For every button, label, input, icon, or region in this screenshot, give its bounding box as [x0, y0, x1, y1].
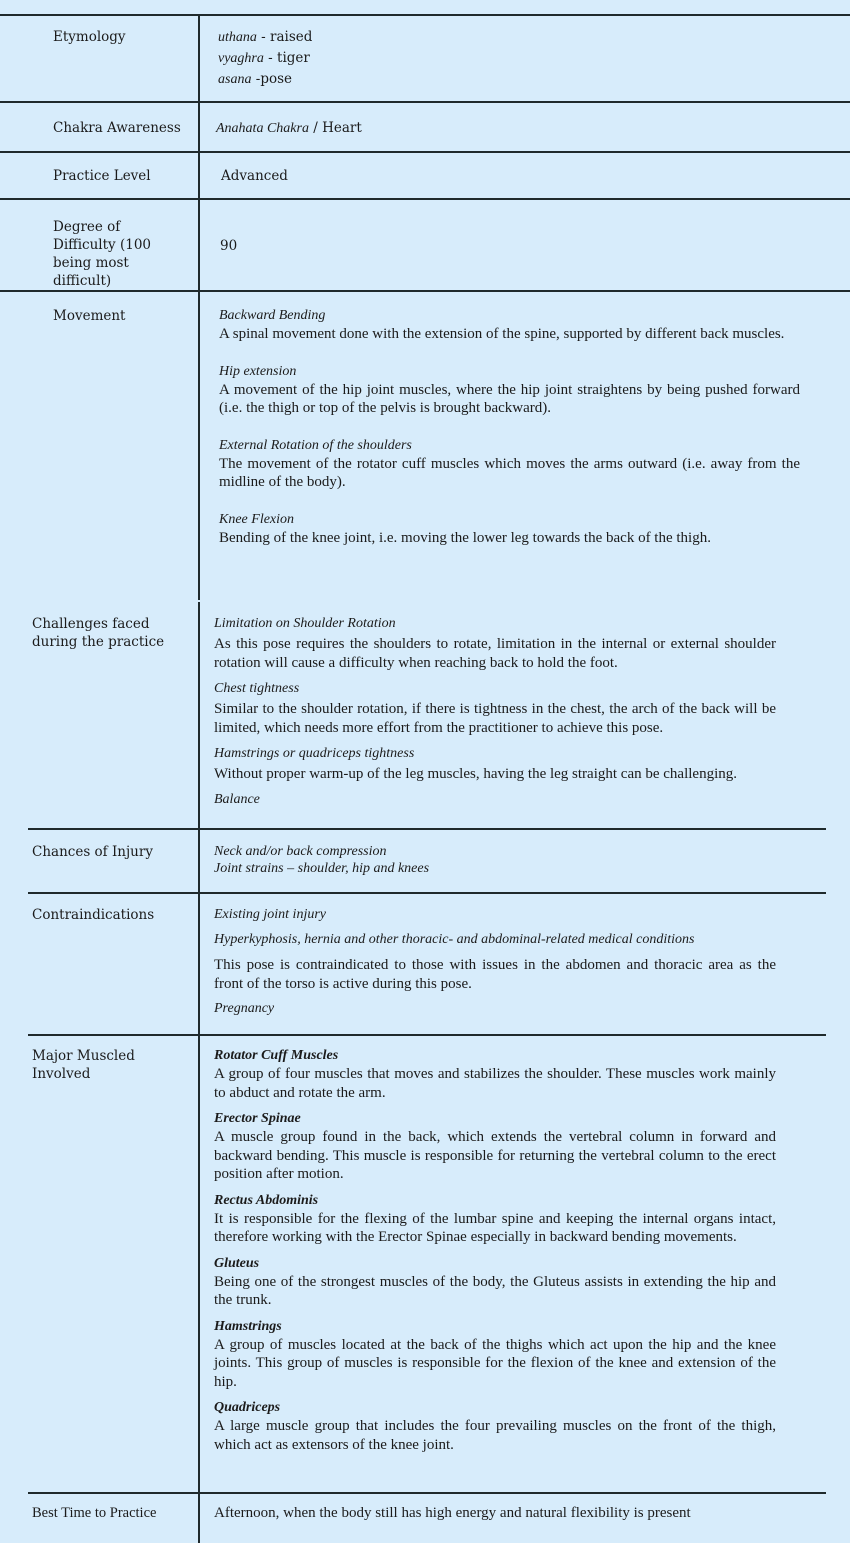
row-label-best-time: Best Time to Practice: [32, 1505, 157, 1521]
best-time-value: Afternoon, when the body still has high energy and natural flexibility is present: [214, 1505, 691, 1521]
challenges-list: [214, 615, 776, 809]
injury-list: [214, 843, 794, 877]
row-divider: [28, 1492, 826, 1494]
muscle-title: Quadriceps: [214, 1400, 281, 1415]
movement-title: Knee Flexion: [219, 511, 295, 527]
row-label-challenges: Challenges faced during the practice: [32, 616, 165, 650]
movement-title: Backward Bending: [219, 308, 326, 323]
row-label-chakra: Chakra Awareness: [53, 120, 181, 136]
challenge-title: Chest tightness: [214, 681, 300, 696]
row-divider: [0, 151, 850, 153]
chakra-value: Anahata Chakra / Heart: [216, 120, 362, 136]
muscle-title: Erector Spinae: [214, 1111, 301, 1126]
etymology-list: [218, 28, 818, 89]
row-divider: [28, 828, 826, 830]
table-top-rule: [0, 14, 850, 16]
movement-text: Bending of the knee joint, i.e. moving the lower leg towards the back of the thigh.: [219, 529, 711, 546]
movement-title: Hip extension: [219, 363, 297, 379]
muscle-text: A large muscle group that includes the four prevailing muscles on the front of the thigh, which act as extensors of the knee joint.: [214, 1418, 776, 1453]
row-divider: [0, 198, 850, 200]
row-divider: [0, 290, 850, 292]
row-divider: [0, 101, 850, 103]
movement-text: A movement of the hip joint muscles, where the hip joint straightens by being pushed forward (i.e. the thigh or top of the pelvis is brought backward).: [219, 381, 800, 416]
injury-item: Joint strains – shoulder, hip and knees: [214, 861, 430, 876]
movement-list: [219, 307, 800, 547]
muscle-text: A group of four muscles that moves and stabilizes the shoulder. These muscles work mainly to abduct and rotate the arm.: [214, 1066, 776, 1101]
contraindications-list: [214, 906, 776, 1018]
muscle-text: A muscle group found in the back, which extends the vertebral column in forward and backward bending. This muscle is responsible for returning the vertebral column to the erect position after motion.: [214, 1129, 776, 1182]
practice-level-value: Advanced: [221, 168, 288, 184]
challenge-text: As this pose requires the shoulders to rotate, limitation in the internal or external shoulder rotation will cause a difficulty when reaching back to hold the foot.: [214, 636, 776, 671]
muscle-text: It is responsible for the flexing of the lumbar spine and keeping the internal organs intact, therefore working with the Erector Spinae especially in backward bending movements.: [214, 1210, 776, 1245]
contraindication-item: Pregnancy: [214, 1001, 275, 1016]
column-divider: [198, 14, 200, 600]
contraindication-item: Existing joint injury: [214, 907, 326, 922]
muscle-title: Gluteus: [214, 1255, 260, 1271]
muscle-text: A group of muscles located at the back of the thighs which act upon the hip and the knee joints. This group of muscles is responsible for the flexion of the knee and extension of the hip.: [214, 1336, 776, 1390]
challenge-text: Similar to the shoulder rotation, if there is tightness in the chest, the arch of the back will be limited, which needs more effort from the practitioner to achieve this pose.: [214, 701, 776, 736]
muscle-text: Being one of the strongest muscles of the body, the Gluteus assists in extending the hip and the trunk.: [214, 1273, 776, 1308]
etymology-item: vyaghra - tiger: [218, 50, 310, 66]
contraindication-item: Hyperkyphosis, hernia and other thoracic- and abdominal-related medical conditions: [214, 932, 695, 947]
row-divider: [28, 892, 826, 894]
challenge-title: Balance: [214, 792, 260, 807]
movement-title: External Rotation of the shoulders: [219, 437, 412, 453]
challenge-title: Limitation on Shoulder Rotation: [214, 616, 396, 631]
challenge-title: Hamstrings or quadriceps tightness: [214, 746, 415, 761]
row-label-injury: Chances of Injury: [32, 844, 153, 860]
contraindication-text: This pose is contraindicated to those with issues in the abdomen and thoracic area as the front of the torso is active during this pose.: [214, 957, 776, 992]
column-divider: [198, 602, 200, 1543]
muscle-title: Rectus Abdominis: [214, 1192, 319, 1208]
row-label-etymology: Etymology: [53, 29, 126, 45]
row-divider: [28, 1034, 826, 1036]
row-label-practice-level: Practice Level: [53, 168, 151, 184]
row-label-difficulty: Degree of Difficulty (100 being most difficult): [53, 219, 152, 289]
injury-item: Neck and/or back compression: [214, 844, 387, 859]
movement-text: A spinal movement done with the extension of the spine, supported by different back muscles.: [219, 326, 785, 342]
difficulty-value: 90: [220, 238, 238, 254]
muscles-list: [214, 1047, 776, 1454]
row-label-movement: Movement: [53, 308, 126, 324]
muscle-title: Rotator Cuff Muscles: [214, 1048, 339, 1063]
row-label-muscles: Major Muscled Involved: [32, 1048, 135, 1082]
movement-text: The movement of the rotator cuff muscles which moves the arms outward (i.e. away from the midline of the body).: [219, 455, 800, 490]
row-label-contraindications: Contraindications: [32, 907, 155, 923]
etymology-item: asana -pose: [218, 71, 292, 87]
challenge-text: Without proper warm-up of the leg muscles, having the leg straight can be challenging.: [214, 766, 737, 782]
muscle-title: Hamstrings: [214, 1318, 282, 1334]
etymology-item: uthana - raised: [218, 29, 313, 45]
